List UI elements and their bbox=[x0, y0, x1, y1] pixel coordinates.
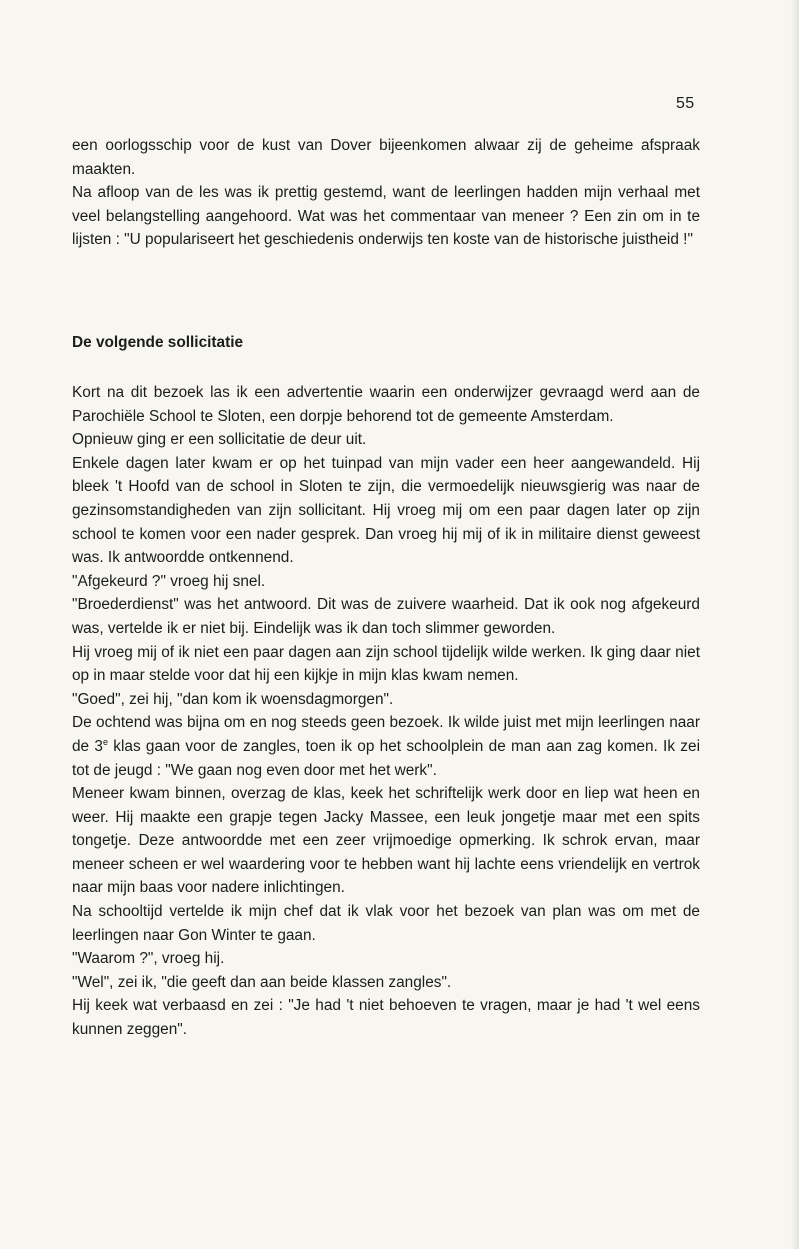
page-number: 55 bbox=[676, 95, 695, 112]
paragraph: een oorlogsschip voor de kust van Dover bijeenkomen alwaar zij de geheime afspraak maakten. bbox=[72, 137, 700, 178]
paragraph: "Broederdienst" was het antwoord. Dit was de zuivere waarheid. Dat ik ook nog afgekeurd was, vertelde ik er niet bij. Eindelijk was ik dan toch slimmer geworden. bbox=[72, 596, 700, 637]
paragraph: Opnieuw ging er een sollicitatie de deur uit. bbox=[72, 431, 367, 449]
section-title: De volgende sollicitatie bbox=[72, 334, 244, 351]
paragraph: "Goed", zei hij, "dan kom ik woensdagmorgen". bbox=[72, 690, 394, 708]
paragraph: Na afloop van de les was ik prettig gestemd, want de leerlingen hadden mijn verhaal met veel belangstelling aangehoord. Wat was het commentaar van meneer ? Een zin om in te lijsten : "U populariseert het geschiedenis onderwijs ten koste van de historische juistheid !" bbox=[72, 184, 700, 249]
paragraph: Na schooltijd vertelde ik mijn chef dat ik vlak voor het bezoek van plan was om met de leerlingen naar Gon Winter te gaan. bbox=[72, 903, 700, 944]
superscript: e bbox=[102, 736, 108, 747]
paragraph: Hij keek wat verbaasd en zei : "Je had 't niet behoeven te vragen, maar je had 't wel eens kunnen zeggen". bbox=[72, 997, 700, 1039]
paragraph-text: De ochtend was bijna om en nog steeds geen bezoek. Ik wilde juist met mijn leerlingen naar de 3 bbox=[72, 714, 700, 755]
page-edge bbox=[791, 0, 799, 1249]
paragraph-text: klas gaan voor de zangles, toen ik op het schoolplein de man aan zag komen. Ik zei tot de jeugd : "We gaan nog even door met het werk". bbox=[72, 737, 700, 779]
paragraph: Enkele dagen later kwam er op het tuinpad van mijn vader een heer aangewandeld. Hij bleek 't Hoofd van de school in Sloten te zijn, die vermoedelijk nieuwsgierig was naar de gezinsomstandigheden van zijn sollicitant. Hij vroeg mij om een paar dagen later op zijn school te komen voor een nader gesprek. Dan vroeg hij mij of ik in militaire dienst geweest was. Ik antwoordde ontkennend. bbox=[72, 454, 700, 567]
paragraph: "Afgekeurd ?" vroeg hij snel. bbox=[72, 572, 266, 590]
paragraph: "Wel", zei ik, "die geeft dan aan beide klassen zangles". bbox=[72, 973, 452, 991]
paragraph: Kort na dit bezoek las ik een advertentie waarin een onderwijzer gevraagd werd aan de Parochiële School te Sloten, een dorpje behorend tot de gemeente Amsterdam. bbox=[72, 384, 700, 425]
body-text bbox=[72, 381, 700, 1042]
paragraph-zangles bbox=[72, 711, 700, 782]
intro-text bbox=[72, 134, 700, 252]
paragraph: Meneer kwam binnen, overzag de klas, keek het schriftelijk werk door en liep wat heen en weer. Hij maakte een grapje tegen Jacky Massee, een leuk jongetje maar met een spits tongetje. Deze antwoordde met een zeer vrijmoedige opmerking. Ik schrok ervan, maar meneer scheen er wel waardering voor te hebben want hij lachte eens vriendelijk en vertrok naar mijn baas voor nadere inlichtingen. bbox=[72, 785, 700, 897]
paragraph: Hij vroeg mij of ik niet een paar dagen aan zijn school tijdelijk wilde werken. Ik ging daar niet op in maar stelde voor dat hij een kijkje in mijn klas kwam nemen. bbox=[72, 643, 700, 685]
paragraph: "Waarom ?", vroeg hij. bbox=[72, 950, 225, 968]
